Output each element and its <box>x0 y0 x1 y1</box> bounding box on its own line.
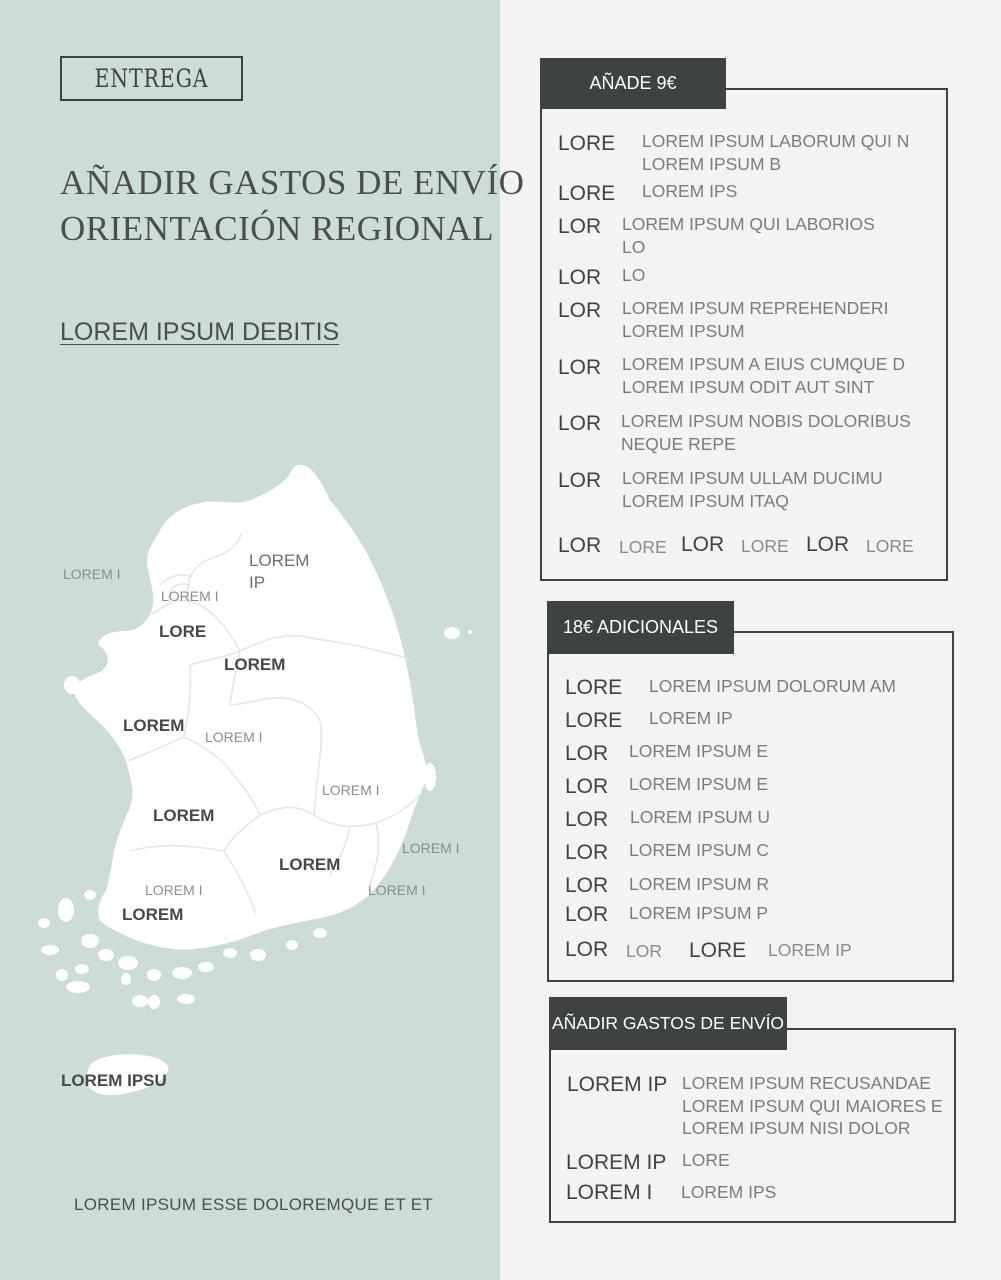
box1-last-k2: LOR <box>681 533 725 556</box>
box2-row2-key: LORE <box>565 709 623 732</box>
map-label-gwangju: LOREM I <box>145 882 203 898</box>
map-label-busan: LOREM I <box>368 882 426 898</box>
entrega-badge-label: ENTREGA <box>94 64 209 93</box>
page-title-line1: AÑADIR GASTOS DE ENVÍO <box>60 163 525 202</box>
mainland-shape <box>74 465 427 950</box>
box1-row5-key: LOR <box>558 299 602 322</box>
map-label-jeonbuk: LOREM <box>153 806 215 825</box>
box2-row5-key: LOR <box>565 808 609 831</box>
box1-row7-key: LOR <box>558 412 602 435</box>
map-label-chungbuk: LOREM I <box>205 729 263 745</box>
map-label-gyeongnam: LOREM <box>279 855 341 874</box>
map-label-gyeongbuk: LOREM I <box>322 782 380 798</box>
map-label-jeonnam: LOREM <box>122 905 184 924</box>
map-label-ulsan: LOREM I <box>402 840 460 856</box>
box1-last-v1: LORE <box>619 537 667 557</box>
footer-note: LOREM IPSUM ESSE DOLOREMQUE ET ET <box>74 1195 434 1214</box>
map-label-chungnam: LOREM <box>123 716 185 735</box>
box1-row2-value: LOREM IPS <box>642 181 738 201</box>
box1-row6-value: LOREM IPSUM A EIUS CUMQUE D LOREM IPSUM ODIT AUT SINT <box>622 354 905 397</box>
box1-row2-key: LORE <box>558 182 616 205</box>
box3-row2-key: LOREM IP <box>566 1151 667 1174</box>
box3-row3-key: LOREM I <box>566 1181 653 1204</box>
box1-row8-value: LOREM IPSUM ULLAM DUCIMU LOREM IPSUM ITAQ <box>622 468 883 511</box>
box3-row2-value: LORE <box>682 1150 730 1170</box>
box1-row6-key: LOR <box>558 356 602 379</box>
section-subtitle: LOREM IPSUM DEBITIS <box>60 318 340 346</box>
box1-row8-key: LOR <box>558 469 602 492</box>
box2-row1-value: LOREM IPSUM DOLORUM AM <box>649 676 896 696</box>
box2-row8-key: LOR <box>565 903 609 926</box>
box2-last-k2: LORE <box>689 939 747 962</box>
box2-row5-value: LOREM IPSUM U <box>630 807 771 827</box>
box1-row1-value: LOREM IPSUM LABORUM QUI N LOREM IPSUM B <box>642 131 910 174</box>
box1-row4-key: LOR <box>558 266 602 289</box>
box2-row7-value: LOREM IPSUM R <box>629 874 770 894</box>
box2-row6-value: LOREM IPSUM C <box>629 840 770 860</box>
box1-last-k3: LOR <box>806 533 850 556</box>
map-label-jeju: LOREM IPSU <box>61 1071 167 1090</box>
box2-row2-value: LOREM IP <box>649 708 733 728</box>
box1-last-k1: LOR <box>558 534 602 557</box>
box1-row5-value: LOREM IPSUM REPREHENDERI LOREM IPSUM <box>622 298 889 341</box>
box1-last-v3: LORE <box>866 536 914 556</box>
page-title <box>60 160 530 252</box>
map-label-gangwon: LOREM <box>224 655 286 674</box>
map-label-northwest-island: LOREM I <box>63 566 121 582</box>
map-label-capital-area: LOREM I <box>161 588 219 604</box>
price-box-9-tab: AÑADE 9€ <box>540 58 726 109</box>
box2-row3-value: LOREM IPSUM E <box>629 741 769 761</box>
box1-last-v2: LORE <box>741 536 789 556</box>
box1-row3-key: LOR <box>558 215 602 238</box>
map-label-north-east: LOREM IP <box>249 551 310 592</box>
box2-row3-key: LOR <box>565 742 609 765</box>
box1-row4-value: LO <box>622 265 646 285</box>
box2-row8-value: LOREM IPSUM P <box>629 903 769 923</box>
box2-last-v2: LOREM IP <box>768 940 852 960</box>
box3-row1-value: LOREM IPSUM RECUSANDAE LOREM IPSUM QUI MAIORES E LOREM IPSUM NISI DOLOR <box>682 1073 943 1138</box>
box1-row7-value: LOREM IPSUM NOBIS DOLORIBUS NEQUE REPE <box>621 411 911 454</box>
box2-row6-key: LOR <box>565 841 609 864</box>
box2-last-k1: LOR <box>565 938 609 961</box>
box3-row1-key: LOREM IP <box>567 1073 668 1096</box>
box1-row3-value: LOREM IPSUM QUI LABORIOS LO <box>622 214 875 257</box>
price-box-18-tab: 18€ ADICIONALES <box>547 601 734 654</box>
box2-last-v1: LOR <box>626 941 662 961</box>
price-box-shipping-tab: AÑADIR GASTOS DE ENVÍO <box>549 997 787 1050</box>
box2-row4-value: LOREM IPSUM E <box>629 774 769 794</box>
box2-row7-key: LOR <box>565 874 609 897</box>
box2-row1-key: LORE <box>565 676 623 699</box>
page-title-line2: ORIENTACIÓN REGIONAL <box>60 209 494 248</box>
map-label-gyeonggi: LORE <box>159 622 207 641</box>
entrega-badge <box>60 56 243 101</box>
box1-row1-key: LORE <box>558 132 616 155</box>
box3-row3-value: LOREM IPS <box>681 1182 777 1202</box>
box2-row4-key: LOR <box>565 775 609 798</box>
